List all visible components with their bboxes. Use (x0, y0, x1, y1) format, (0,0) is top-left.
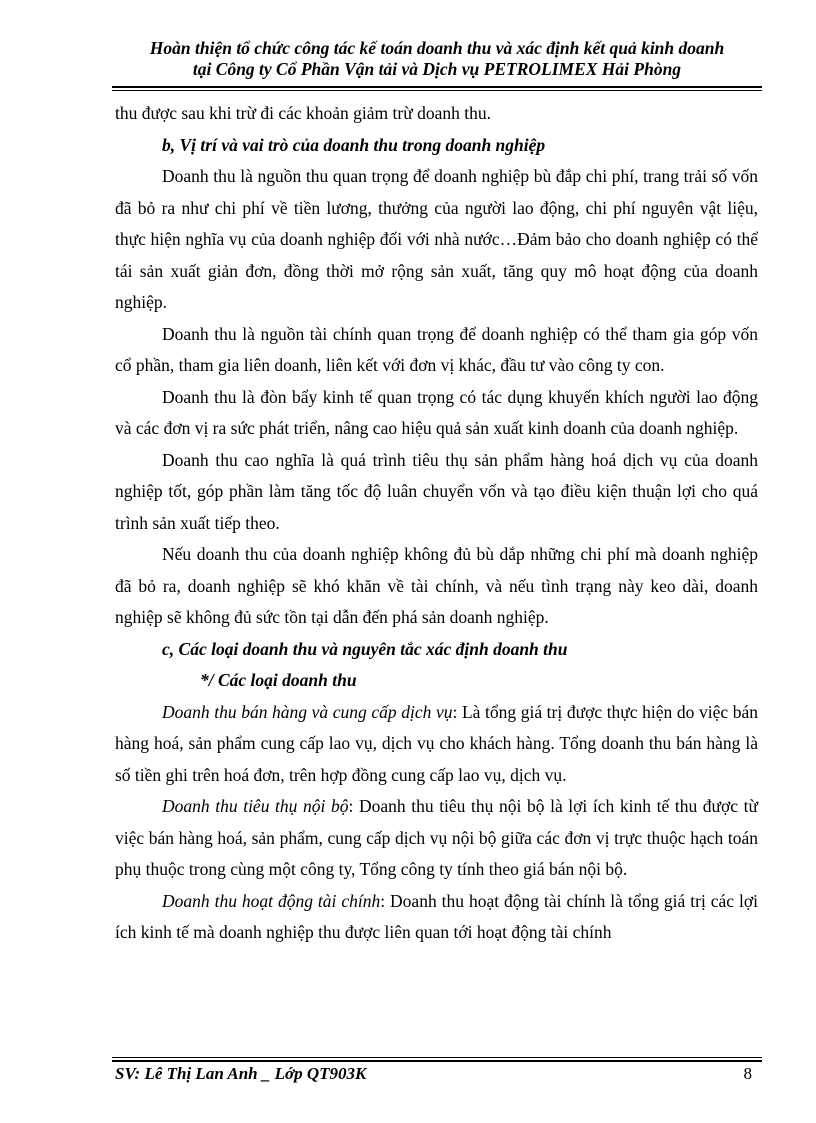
header-title-line-1: Hoàn thiện tổ chức công tác kế toán doanh thu và xác định kết quả kinh doanh (149, 38, 725, 58)
paragraph-4: Doanh thu cao nghĩa là quá trình tiêu thụ sản phẩm hàng hoá dịch vụ của doanh nghiệp tốt, góp phần làm tăng tốc độ luân chuyển vốn và tạo điều kiện thuận lợi cho quá trình sản xuất tiếp theo. (115, 449, 758, 533)
footer-rule-thin (112, 1057, 762, 1058)
footer-author: SV: Lê Thị Lan Anh _ Lớp QT903K (115, 1064, 367, 1083)
term-internal-revenue: Doanh thu tiêu thụ nội bộ (162, 796, 349, 816)
term-financial-revenue: Doanh thu hoạt động tài chính (162, 890, 381, 911)
page-footer (115, 1063, 760, 1085)
page-number: 8 (743, 1064, 752, 1083)
paragraph-3: Doanh thu là đòn bẩy kinh tế quan trọng có tác dụng khuyến khích người lao động và các đơn vị ra sức phát triển, nâng cao hiệu quả sản xuất kinh doanh của doanh nghiệp. (115, 386, 758, 438)
subsection-heading: */ Các loại doanh thu (200, 670, 357, 690)
paragraph-5: Nếu doanh thu của doanh nghiệp không đủ bù dắp những chi phí mà doanh nghiệp đã bỏ ra, doanh nghiệp sẽ khó khăn về tài chính, và nếu tình trạng này keo dài, doanh nghiệp sẽ không đủ sức tồn tại dẫn đến phá sản doanh nghiệp. (115, 544, 758, 627)
page-header (112, 38, 762, 80)
page-body (115, 98, 758, 949)
header-title-line-2: tại Công ty Cổ Phần Vận tải và Dịch vụ PETROLIMEX Hải Phòng (192, 59, 682, 79)
paragraph-8 (115, 886, 758, 949)
paragraph-6-text: : Là tổng giá trị được thực hiện do việc bán hàng hoá, sản phẩm cung cấp lao vụ, dịch vụ cho khách hàng. Tổng doanh thu bán hàng là số tiền ghi trên hoá đơn, trên hợp đồng cung cấp lao vụ, dịch vụ. (115, 701, 758, 785)
header-rule-thin (112, 90, 762, 91)
header-rule-thick (112, 86, 762, 88)
paragraph-2: Doanh thu là nguồn tài chính quan trọng để doanh nghiệp có thể tham gia góp vốn cổ phần, tham gia liên doanh, liên kết với đơn vị khác, đầu tư vào công ty con. (115, 323, 758, 375)
section-heading-b: b, Vị trí và vai trò của doanh thu trong doanh nghiệp (162, 134, 546, 155)
paragraph-7 (115, 791, 758, 886)
section-heading-c: c, Các loại doanh thu và nguyên tắc xác định doanh thu (162, 638, 568, 659)
paragraph-1: Doanh thu là nguồn thu quan trọng để doanh nghiệp bù đắp chi phí, trang trải số vốn đã bỏ ra như chi phí về tiền lương, thưởng của người lao động, chi phí nguyên vật liệu, thực hiện nghĩa vụ của doanh nghiệp đối với nhà nước…Đảm bảo cho doanh nghiệp có thể tái sản xuất giản đơn, đồng thời mở rộng sản xuất, tăng quy mô hoạt động của doanh nghiệp. (115, 166, 758, 312)
footer-rule-thick (112, 1060, 762, 1062)
paragraph-7-text: : Doanh thu tiêu thụ nội bộ là lợi ích kinh tế thu được từ việc bán hàng hoá, sản phẩm, cung cấp dịch vụ nội bộ giữa các đơn vị trực thuộc hạch toán phụ thuộc trong cùng một công ty, Tổng công ty tính theo giá bán nội bộ. (115, 796, 759, 879)
paragraph-continued: thu được sau khi trừ đi các khoản giảm trừ doanh thu. (115, 103, 491, 123)
term-sales-revenue: Doanh thu bán hàng và cung cấp dịch vụ (162, 701, 453, 722)
paragraph-6 (115, 697, 758, 792)
paragraph-8-text: : Doanh thu hoạt động tài chính là tổng giá trị các lợi ích kinh tế mà doanh nghiệp thu được liên quan tới hoạt động tài chính (115, 890, 758, 942)
